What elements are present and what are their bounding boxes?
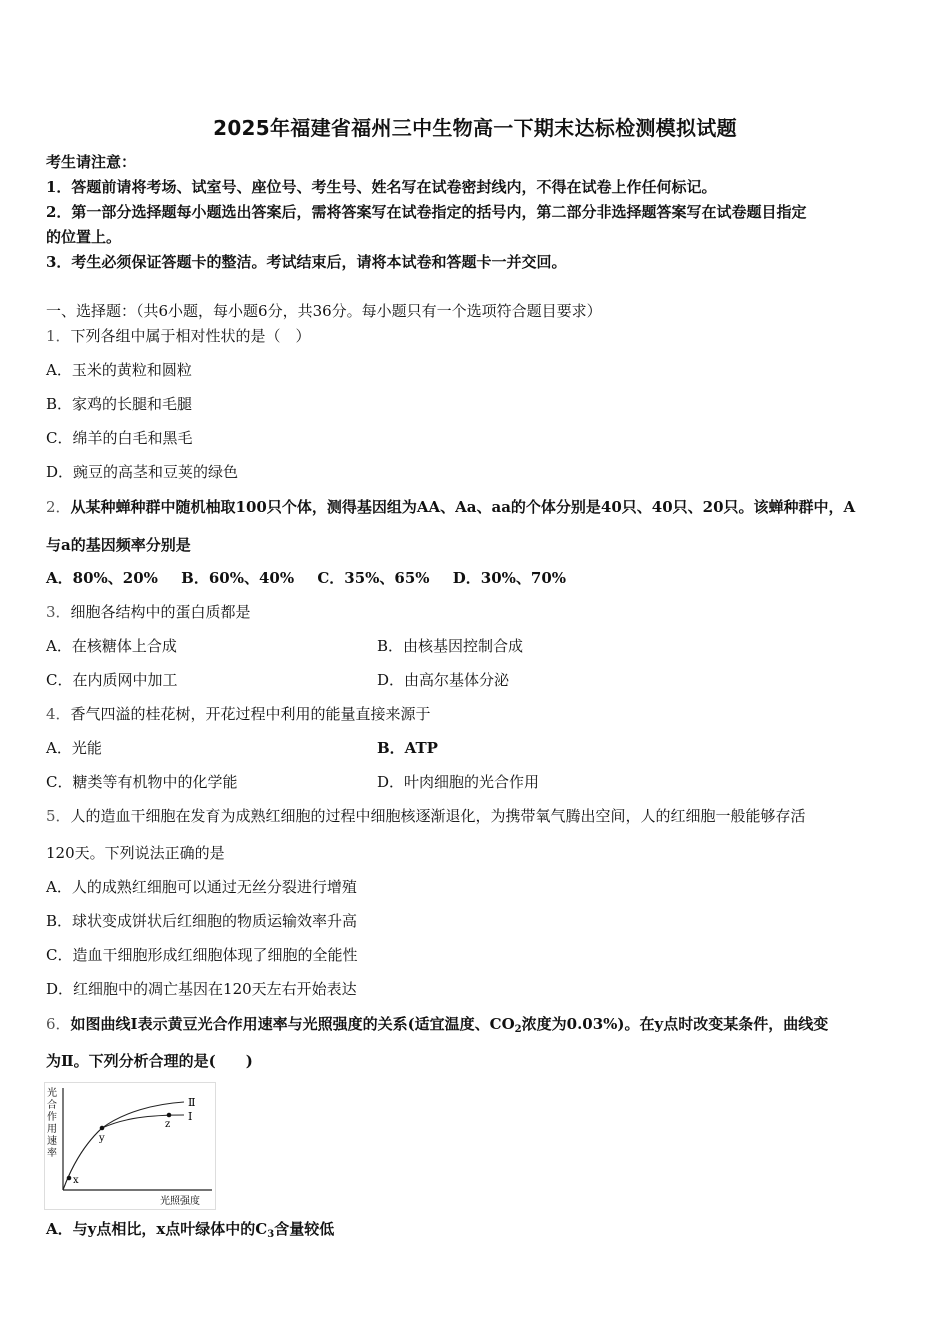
subscript: 2 xyxy=(514,1024,522,1035)
question-3 xyxy=(46,602,251,622)
question-5 xyxy=(46,806,806,826)
label-z: z xyxy=(165,1119,171,1130)
question-2 xyxy=(46,497,855,517)
notice-item-3: 3．考生必须保证答题卡的整洁。考试结束后，请将本试卷和答题卡一并交回。 xyxy=(46,253,567,271)
option-5a: A．人的成熟红细胞可以通过无丝分裂进行增殖 xyxy=(46,878,357,896)
question-number: 6． xyxy=(46,1015,71,1033)
question-number: 4． xyxy=(46,705,71,723)
question-number: 3． xyxy=(46,603,71,621)
question-stem: 人的造血干细胞在发育为成熟红细胞的过程中细胞核逐渐退化，为携带氧气腾出空间，人的红细胞一般能够存活 xyxy=(70,807,806,825)
point-y xyxy=(100,1126,105,1131)
label-curve-i: Ⅰ xyxy=(188,1110,193,1123)
option-text: A．玉米的黄粒和圆粒 xyxy=(46,361,192,379)
option-4a: A．光能 xyxy=(46,739,102,757)
option-5b: B．球状变成饼状后红细胞的物质运输效率升高 xyxy=(46,912,358,930)
option-3a: A．在核糖体上合成 xyxy=(46,637,177,655)
option-text: A．与y点相比，x点叶绿体中的C xyxy=(46,1220,268,1238)
option-1d xyxy=(46,462,238,482)
x-label: 光照强度 xyxy=(160,1196,200,1207)
question-number: 1． xyxy=(46,327,71,345)
section-heading: 一、选择题：（共6小题，每小题6分，共36分。每小题只有一个选项符合题目要求） xyxy=(46,302,602,320)
option-text-cont: 含量较低 xyxy=(274,1220,335,1238)
label-y: y xyxy=(99,1133,105,1144)
option-6a xyxy=(46,1219,334,1242)
question-stem: 细胞各结构中的蛋白质都是 xyxy=(70,603,251,621)
y-label-4: 速 xyxy=(47,1136,57,1147)
option-3b: B．由核基因控制合成 xyxy=(377,637,524,655)
option-5d: D．红细胞中的凋亡基因在120天左右开始表达 xyxy=(46,980,357,998)
option-2a: A．80%、20% xyxy=(46,569,158,587)
question-stem: 从某种蝉种群中随机柚取100只个体，测得基因组为AA、Aa、aa的个体分别是40只、40只、20只。该蝉种群中，A xyxy=(70,498,856,516)
option-text: D．豌豆的高茎和豆荚的绿色 xyxy=(46,463,239,481)
option-2d: D．30%、70% xyxy=(452,569,567,587)
photosynthesis-graph xyxy=(44,1082,216,1210)
question-stem: 香气四溢的桂花树，开花过程中利用的能量直接来源于 xyxy=(70,705,431,723)
option-1b xyxy=(46,394,192,414)
option-text: C．绵羊的白毛和黑毛 xyxy=(46,429,193,447)
option-3d: D．由高尔基体分泌 xyxy=(377,671,510,689)
option-4d: D．叶肉细胞的光合作用 xyxy=(377,773,540,791)
option-4c: C．糖类等有机物中的化学能 xyxy=(46,773,238,791)
y-label-0: 光 xyxy=(47,1088,57,1099)
notice-item-2-cont: 的位置上。 xyxy=(46,228,122,246)
subscript: 3 xyxy=(267,1229,275,1240)
question-2-options xyxy=(46,568,566,588)
option-1c xyxy=(46,428,192,448)
option-1a xyxy=(46,360,192,380)
question-stem: 下列各组中属于相对性状的是（ ） xyxy=(70,327,311,345)
notice-item-1: 1．答题前请将考场、试室号、座位号、考生号、姓名写在试卷密封线内，不得在试卷上作任何标记。 xyxy=(46,178,717,196)
point-z xyxy=(167,1113,172,1118)
question-2-cont: 与a的基因频率分别是 xyxy=(46,536,191,554)
y-label-5: 率 xyxy=(47,1148,57,1159)
label-curve-ii: Ⅱ xyxy=(188,1096,196,1109)
point-x xyxy=(67,1176,72,1181)
notice-item-2: 2．第一部分选择题每小题选出答案后，需将答案写在试卷指定的括号内，第二部分非选择题答案写在试卷题目指定 xyxy=(46,203,807,221)
question-1 xyxy=(46,326,311,346)
question-number: 2． xyxy=(46,498,71,516)
option-2c: C．35%、65% xyxy=(317,569,430,587)
option-5c: C．造血干细胞形成红细胞体现了细胞的全能性 xyxy=(46,946,358,964)
y-label-3: 用 xyxy=(47,1124,57,1135)
question-6-cont: 为Ⅱ。下列分析合理的是( ) xyxy=(46,1052,253,1070)
option-3c: C．在内质网中加工 xyxy=(46,671,178,689)
label-x: x xyxy=(73,1175,79,1186)
option-text: B．家鸡的长腿和毛腿 xyxy=(46,395,193,413)
question-stem: 如图曲线Ⅰ表示黄豆光合作用速率与光照强度的关系(适宜温度、CO xyxy=(70,1015,515,1033)
question-number: 5． xyxy=(46,807,71,825)
question-5-cont: 120天。下列说法正确的是 xyxy=(46,844,225,862)
notice-heading: 考生请注意： xyxy=(46,153,137,171)
question-stem-cont: 浓度为0.03%)。在y点时改变某条件，曲线变 xyxy=(521,1015,829,1033)
question-6 xyxy=(46,1014,828,1037)
option-4b: B．ATP xyxy=(377,739,438,757)
option-2b: B．60%、40% xyxy=(181,569,295,587)
y-label-1: 合 xyxy=(47,1100,57,1111)
question-4 xyxy=(46,704,431,724)
page-title: 2025年福建省福州三中生物高一下期末达标检测模拟试题 xyxy=(213,116,737,140)
y-label-2: 作 xyxy=(47,1112,57,1123)
